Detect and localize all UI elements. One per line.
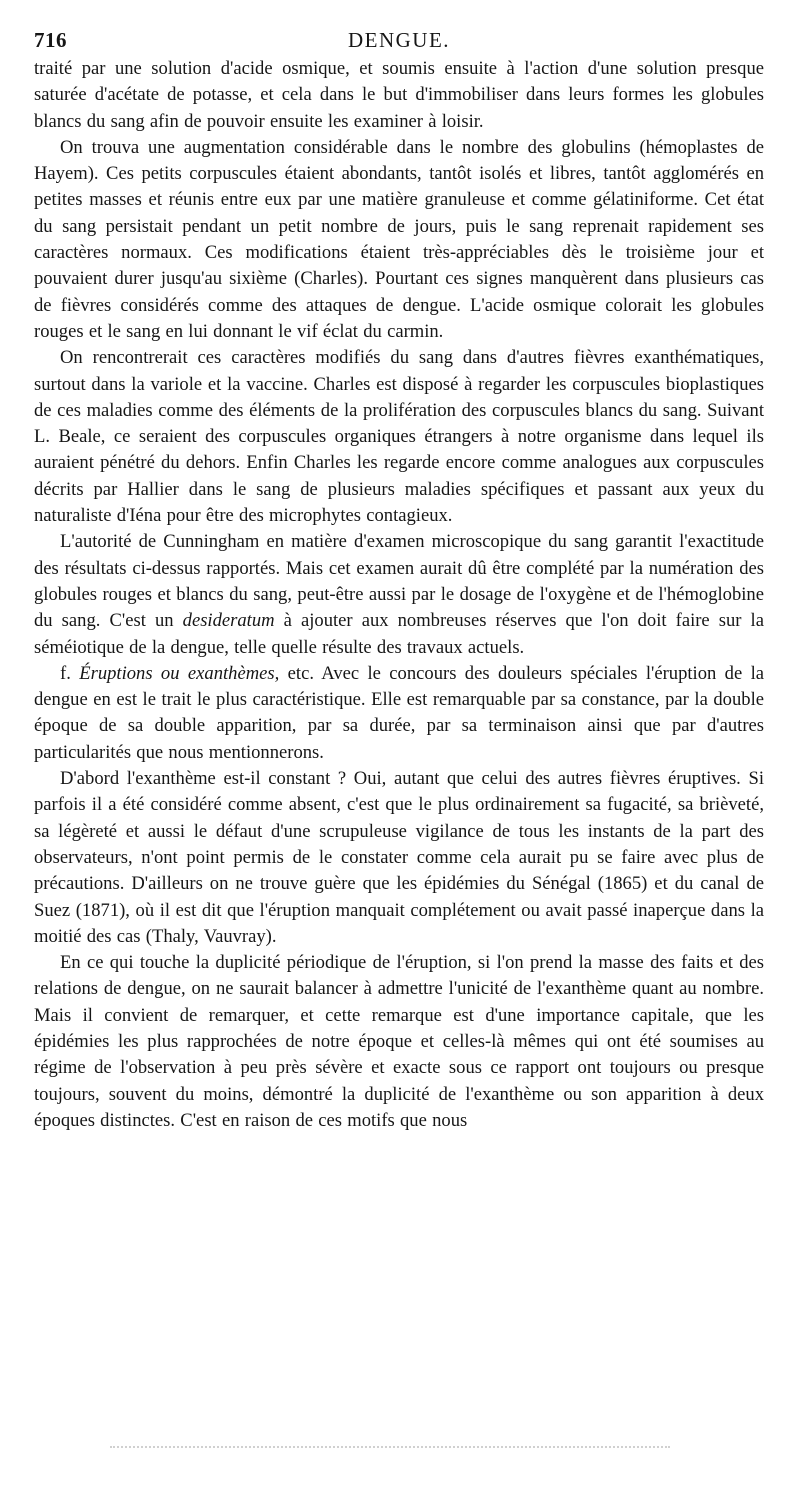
document-page <box>34 22 764 1134</box>
italic-term: desideratum <box>182 610 275 632</box>
paragraph: On trouva une augmentation considérable dans le nombre des globulins (hémoplastes de Hayem). Ces petits corpuscules étaient abondants, tantôt isolés et libres, tantôt agglomérés en petites masses et réunis entre eux par une matière granuleuse et comme gélatiniforme. Cet état du sang persistait pendant un petit nombre de jours, puis le sang reprenait rapidement ses caractères normaux. Ces modifications étaient très-appréciables dès le troisième jour et pouvaient durer jusqu'au sixième (Charles). Pourtant ces signes manquèrent dans plusieurs cas de fièvres considérés comme des attaques de dengue. L'acide osmique colorait les globules rouges et le sang en lui donnant le vif éclat du carmin. <box>34 136 764 342</box>
paragraph-text: etc. Avec le concours des douleurs spéciales l'éruption de la dengue en est le trait le plus caractéristique. Elle est remarquable par sa constance, par la double époque de sa double apparition, par sa durée, par sa terminaison ainsi que par d'autres particularités que nous mentionnerons. <box>34 662 764 763</box>
section-heading: Éruptions ou exanthèmes, <box>79 662 280 684</box>
paragraph <box>34 529 764 660</box>
paragraph-text: à ajouter aux nombreuses réserves que l'on doit faire sur la séméiotique de la dengue, telle quelle résulte des travaux actuels. <box>34 610 764 658</box>
paragraph: En ce qui touche la duplicité périodique de l'éruption, si l'on prend la masse des faits et des relations de dengue, on ne saurait balancer à admettre l'unicité de l'exanthème quant au nombre. Mais il convient de remarquer, et cette remarque est d'une importance capitale, que les épidémies les plus rapprochées de notre époque et celles-là mêmes qui ont été soumises au régime de l'observation à peu près sévère et exacte sous ce rapport ont toujours ou presque toujours, souvent du moins, démontré la duplicité de l'exanthème ou son apparition à deux époques distinctes. C'est en raison de ces motifs que nous <box>34 952 764 1131</box>
paragraph: On rencontrerait ces caractères modifiés du sang dans d'autres fièvres exanthématiques, surtout dans la variole et la vaccine. Charles est disposé à regarder les corpuscules bioplastiques de ces maladies comme des éléments de la prolifération des corpuscules blancs du sang. Suivant L. Beale, ce seraient des corpuscules organiques étrangers à notre organisme dans lequel ils auraient pénétré du dehors. Enfin Charles les regarde encore comme analogues aux corpuscules décrits par Hallier dans le sang de plusieurs maladies spécifiques et passant aux yeux du naturaliste d'Iéna pour être des microphytes contagieux. <box>34 347 764 527</box>
page-number: 716 <box>34 28 67 52</box>
page-header <box>34 22 764 54</box>
section-label: f. <box>60 662 80 684</box>
paragraph: D'abord l'exanthème est-il constant ? Oui, autant que celui des autres fièvres éruptives. Si parfois il a été considéré comme absent, c'est que le plus ordinairement sa fugacité, sa brièveté, sa légèreté et aussi le défaut d'une scrupuleuse vigilance de tous les instants de la part des observateurs, n'ont point permis de le constater comme cela aurait pu se faire avec plus de précautions. D'ailleurs on ne trouve guère que les épidémies du Sénégal (1865) et du canal de Suez (1871), où il est dit que l'éruption manquait complétement ou avait passé inaperçue dans la moitié des cas (Thaly, Vauvray). <box>34 768 764 947</box>
section-paragraph <box>34 661 764 766</box>
running-title: DENGUE. <box>347 28 451 52</box>
paragraph: traité par une solution d'acide osmique, et soumis ensuite à l'action d'une solution presque saturée d'acétate de potasse, et cela dans le but d'immobiliser dans leurs formes les globules blancs du sang afin de pouvoir ensuite les examiner à loisir. <box>34 58 764 132</box>
body-text <box>34 56 764 1134</box>
paragraph-text: L'autorité de Cunningham en matière d'examen microscopique du sang garantit l'exactitude des résultats ci-dessus rapportés. Mais cet examen aurait dû être complété par la numération des globules rouges et blancs du sang, peut-être aussi par le dosage de l'oxygène et de l'hémoglobine du sang. C'est un <box>34 531 764 632</box>
page-bottom-dotted-rule <box>110 1446 670 1458</box>
